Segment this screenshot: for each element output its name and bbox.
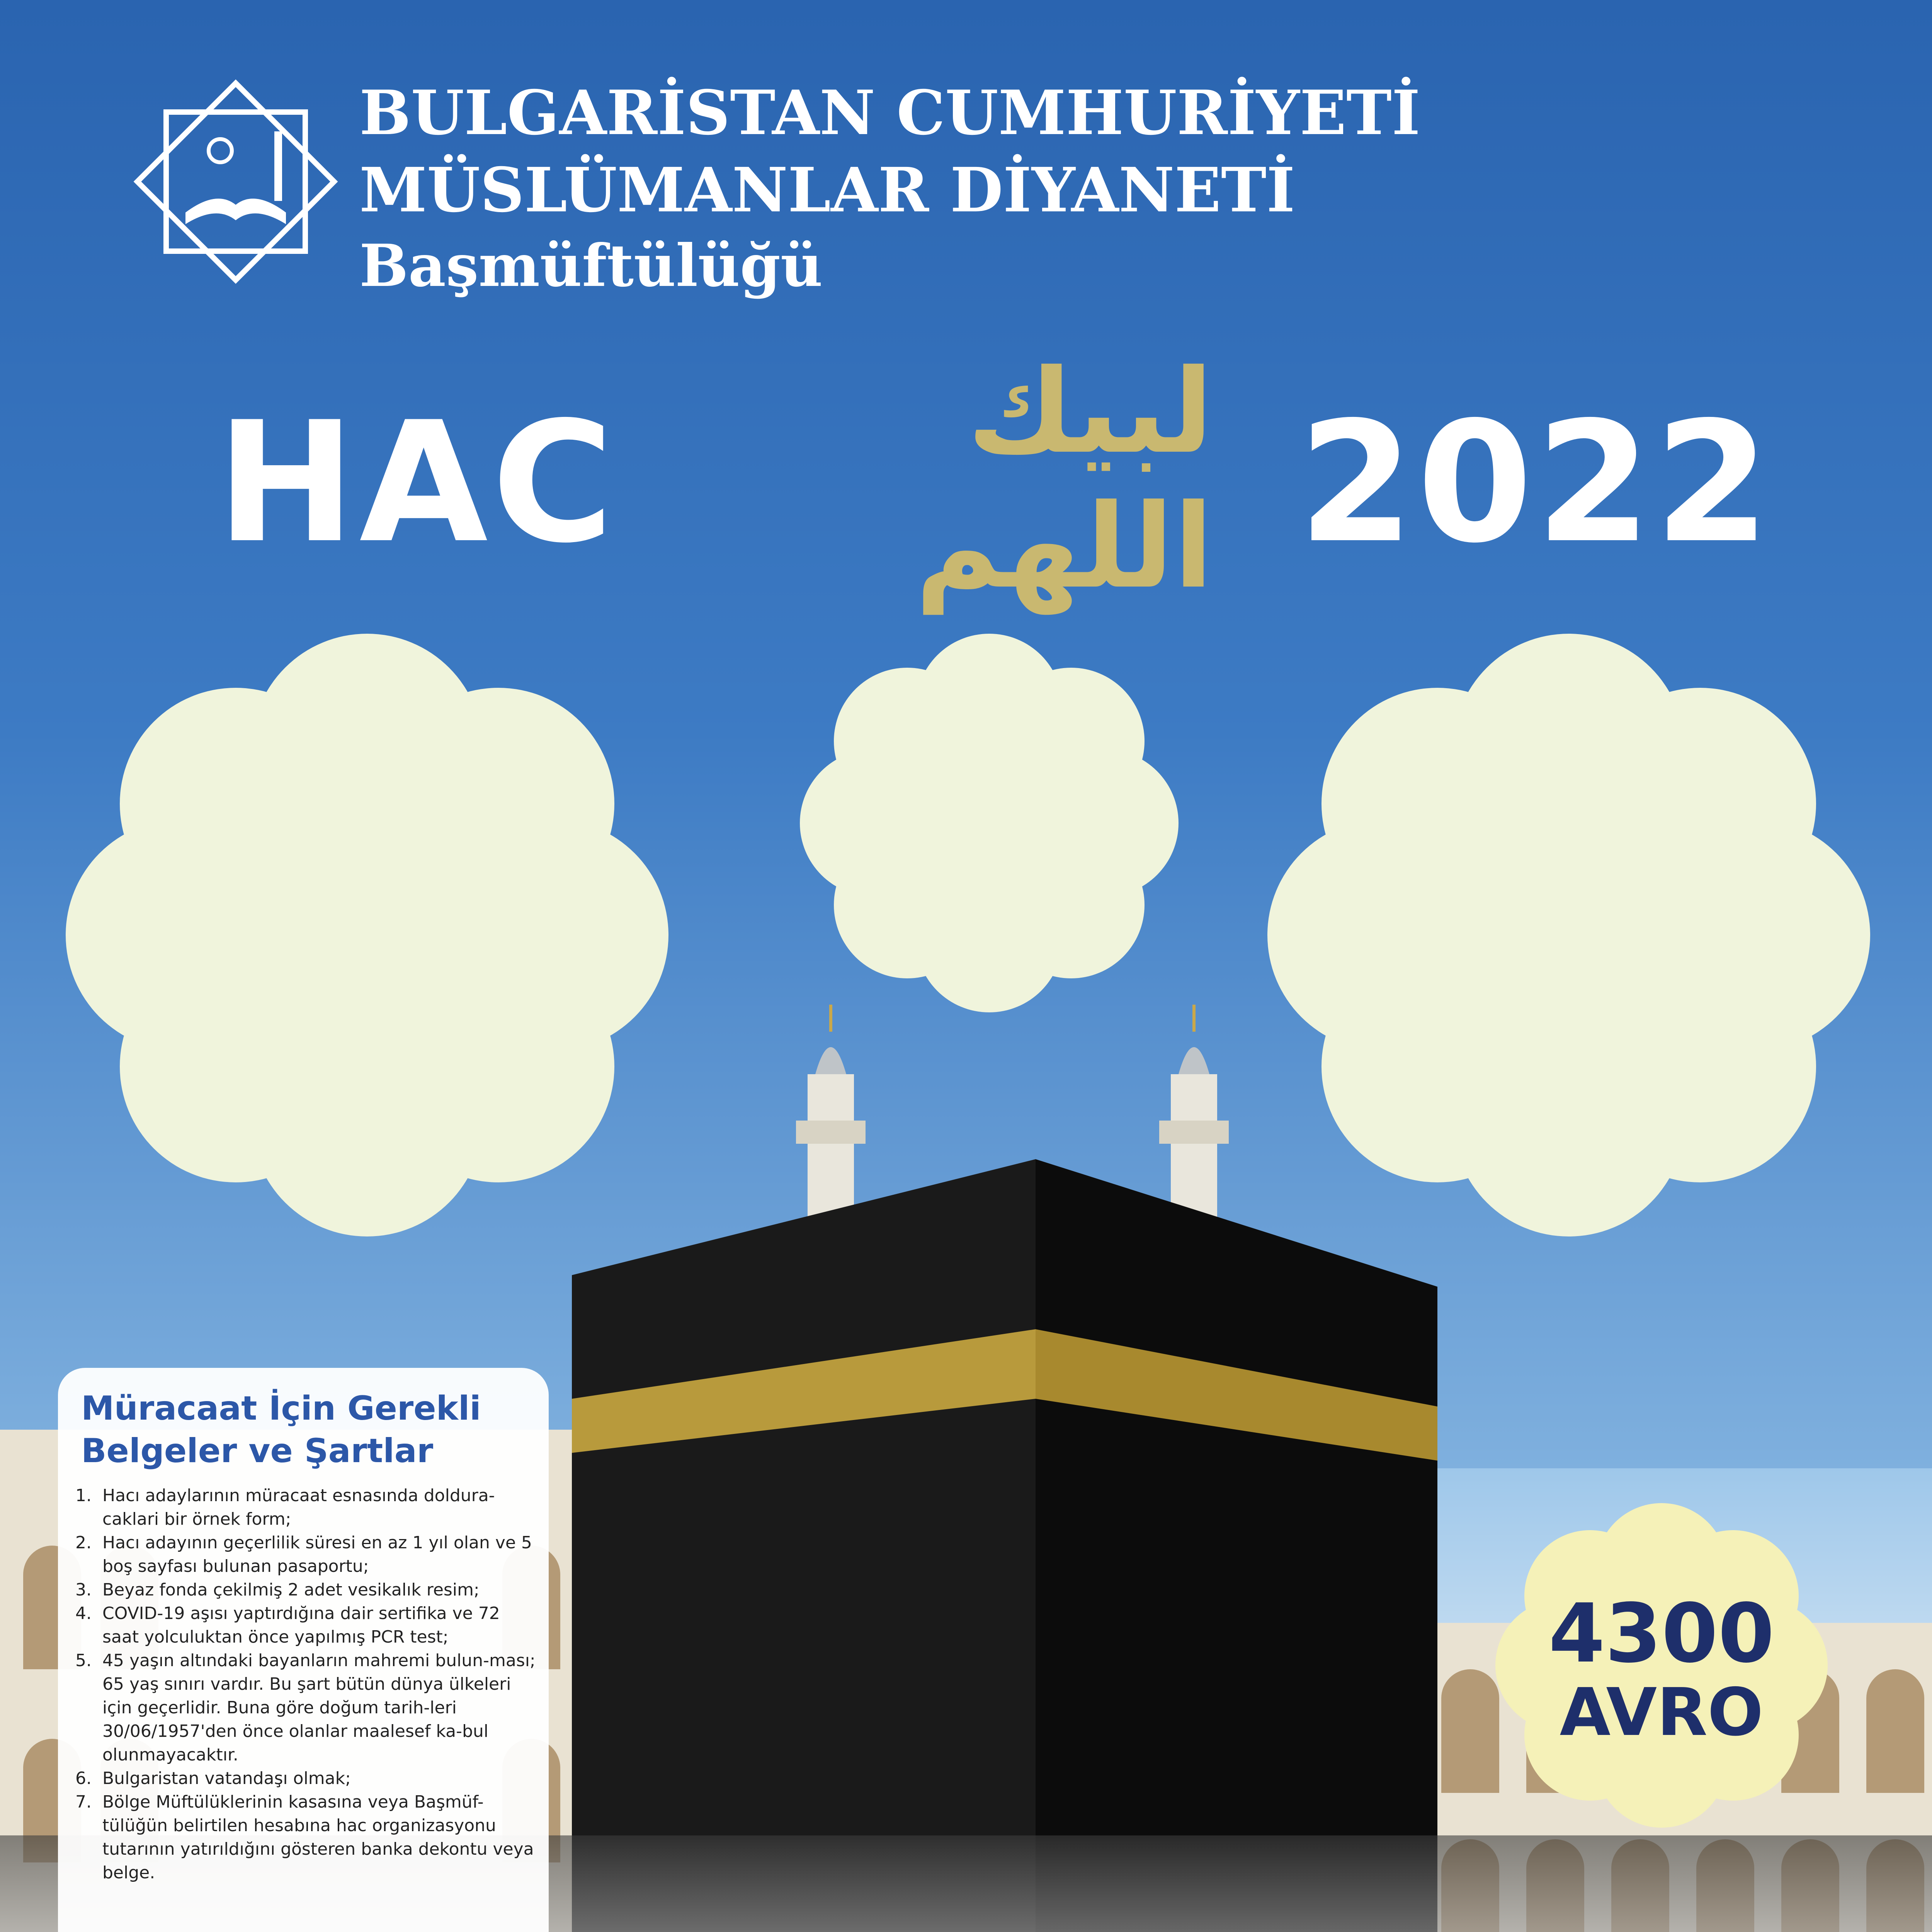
calligraphy-text: لبيك اللهم bbox=[915, 344, 1213, 614]
arabic-calligraphy bbox=[734, 344, 1213, 614]
list-item: 2. Hacı adayının geçerlilik süresi en az 1 yıl olan ve 5 boş sayfası bulunan pasaportu; bbox=[75, 1533, 532, 1576]
requirements-title-line2: Belgeler ve Şartlar bbox=[81, 1432, 434, 1470]
requirements-title-line1: Müracaat İçin Gerekli bbox=[81, 1389, 481, 1428]
photo-flower-right bbox=[1260, 626, 1878, 1244]
photo-flower-left bbox=[58, 626, 676, 1244]
list-item: 5. 45 yaşın altındaki bayanların mahremi bulun-ması; 65 yaş sınırı vardır. Bu şart bütün dünya ülkeleri için geçerlidir. Buna göre doğum tarih-leri 30/06/1957'den önce olanlar maalesef ka-bul olunmayacaktır. bbox=[75, 1651, 536, 1765]
requirements-box bbox=[58, 1368, 549, 1932]
header-title-line3: Başmüftülüğü bbox=[359, 232, 823, 300]
header-title-line1: BULGARİSTAN CUMHURİYETİ bbox=[359, 77, 1420, 149]
mufti-logo bbox=[128, 73, 344, 290]
price-currency: AVRO bbox=[1560, 1674, 1764, 1751]
headline-year: 2022 bbox=[1298, 386, 1773, 580]
list-item: 7. Bölge Müftülüklerinin kasasına veya Başmüf-tülüğün belirtilen hesabına hac organizasyonu tutarının yatırıldığını gösteren banka dekontu veya belge. bbox=[75, 1792, 534, 1883]
requirements-title bbox=[81, 1387, 481, 1472]
photo-flower-center bbox=[796, 630, 1182, 1016]
headline-hac: HAC bbox=[216, 386, 618, 580]
requirements-list bbox=[75, 1484, 539, 1884]
kaaba-image bbox=[572, 1159, 1437, 1932]
price-badge bbox=[1492, 1499, 1832, 1832]
list-item: 1. Hacı adaylarının müracaat esnasında doldura-caklari bir örnek form; bbox=[75, 1486, 495, 1529]
list-item: 3. Beyaz fonda çekilmiş 2 adet vesikalık resim; bbox=[75, 1580, 480, 1600]
list-item: 4. COVID-19 aşısı yaptırdığına dair sertifika ve 72 saat yolculuktan önce yapılmış PCR test; bbox=[75, 1604, 500, 1647]
price-amount: 4300 bbox=[1548, 1586, 1775, 1681]
list-item: 6. Bulgaristan vatandaşı olmak; bbox=[75, 1769, 351, 1788]
header-title-line2: MÜSLÜMANLAR DİYANETİ bbox=[359, 155, 1295, 226]
